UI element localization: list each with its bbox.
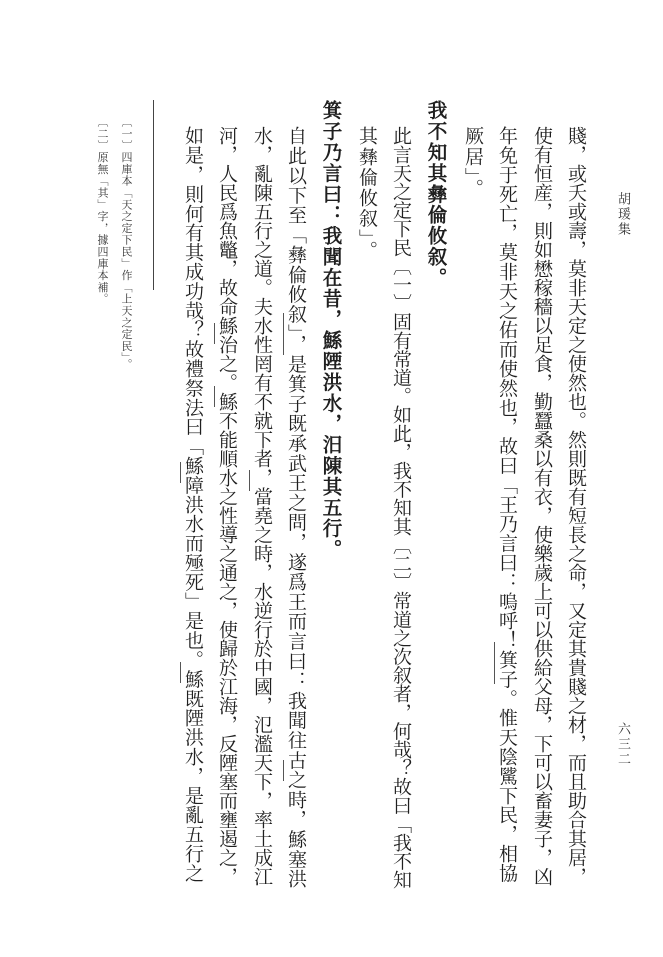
name-mark bbox=[180, 462, 181, 483]
commentary-column-4: 水，亂陳五行之道。夫水性罔有不就下者，當堯之時，水逆行於中國，氾濫天下，率土成江 bbox=[251, 126, 273, 886]
classic-text-heading-1: 我不知其彝倫攸叙。 bbox=[424, 100, 448, 289]
name-mark bbox=[214, 323, 215, 344]
body-column-3: 年免于死亡，莫非天之佑而使然也，故曰「王乃言曰：嗚呼！箕子。惟天陰騭下民，相協 bbox=[496, 126, 518, 883]
name-mark bbox=[494, 642, 495, 684]
classic-text-heading-2: 箕子乃言曰：我聞在昔，鯀陻洪水，汨陳其五行。 bbox=[319, 100, 343, 560]
commentary-column-6: 如是，則何有其成功哉？故禮祭法曰「鯀障洪水而殛死」是也。鯀既陻洪水，是亂五行之 bbox=[182, 126, 204, 883]
body-column-1: 賤，或夭或壽，莫非天定之使然也。然則既有短長之命，又定其貴賤之材，而且助合其居， bbox=[565, 126, 587, 886]
body-column-2: 使有恒産，則如懋稼穡以足食，勤蠶桑以有衣，使樂歲上可以供給父母，下可以畜妻子，凶 bbox=[531, 126, 553, 886]
commentary-column-2: 其彝倫攸叙」。 bbox=[356, 126, 378, 261]
footnote-1: 〔一〕四庫本「天之定下民」作「上天之定民」。 bbox=[120, 116, 133, 371]
commentary-column-3: 自此以下至「彝倫攸叙」，是箕子既承武王之問，遂爲王而言曰：我聞往古之時，鯀塞洪 bbox=[285, 126, 307, 889]
page-number: 六三二 bbox=[615, 722, 630, 767]
commentary-column-5: 河，人民爲魚鼈，故命鯀治之。鯀不能順水之性導之通之，使歸於江海，反陻塞而壅遏之， bbox=[216, 126, 238, 886]
commentary-column-1: 此言天之定下民〔一〕固有常道。如此，我不知其〔二〕常道之次叙者，何哉？故曰「我不知 bbox=[390, 126, 412, 889]
footnote-2: 〔二〕原無「其」字，據四庫本補。 bbox=[96, 116, 109, 305]
book-title: 胡瑗集 bbox=[615, 192, 630, 237]
name-mark bbox=[249, 470, 250, 491]
footnote-separator bbox=[153, 100, 154, 290]
body-column-4: 厥居」。 bbox=[462, 126, 484, 199]
name-mark bbox=[283, 760, 284, 781]
name-mark bbox=[180, 662, 181, 683]
name-mark bbox=[283, 313, 284, 355]
name-mark bbox=[214, 386, 215, 407]
